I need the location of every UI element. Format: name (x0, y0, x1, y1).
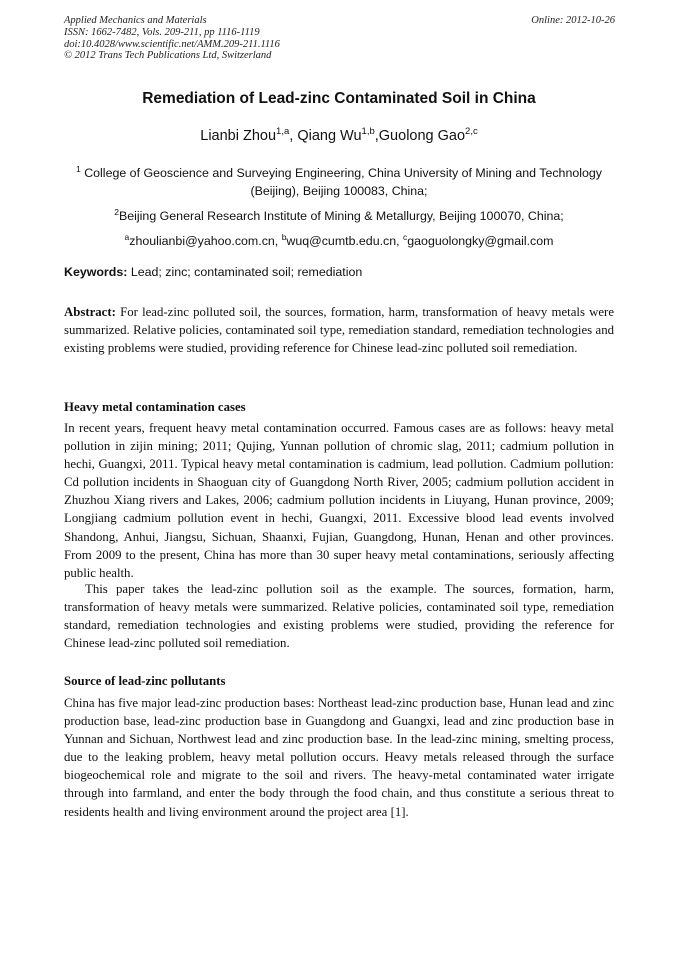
keywords-text: Lead; zinc; contaminated soil; remediation (130, 265, 363, 279)
email-address[interactable]: wuq@cumtb.edu.cn (286, 234, 397, 249)
affiliation-2 (64, 203, 614, 225)
section-heading: Heavy metal contamination cases (64, 400, 246, 414)
affiliation-text: Beijing General Research Institute of Mining & Metallurgy, Beijing 100070, China; (119, 209, 564, 224)
author-name: Lianbi Zhou (200, 127, 277, 144)
keywords (64, 265, 614, 279)
author-sep: , (289, 127, 298, 144)
author-sep: , (374, 127, 379, 144)
email-sup: a (124, 232, 130, 242)
affiliation-sup: 2 (114, 207, 120, 217)
author-list (0, 126, 678, 144)
doi-line: doi:10.4028/www.scientific.net/AMM.209-211.1116 (64, 38, 280, 50)
email-sup: c (403, 232, 408, 242)
affiliation-1 (64, 160, 614, 200)
author-name: Guolong Gao (378, 127, 466, 144)
body-paragraph: In recent years, frequent heavy metal contamination occurred. Famous cases are as follows: heavy metal pollution in zijin mining; 2011; Qujing, Yunnan pollution of chromic slag, 2011; cadmium pollution in hechi, Guangxi, 2011. Typical heavy metal contamination is cadmium, lead pollution. Cadmium pollution: Cd pollution incidents in Shaoguan city of Guangdong North River, 2005; cadmium pollution accident in Zhuzhou Xiang rivers and Lakes, 2006; cadmium pollution incidents in Liuyang, Hunan province, 2009; Longjiang cadmium pollution event in hechi, Guangxi, 2011. Excessive blood lead events involved Shandong, Anhui, Jiangsu, Sichuan, Shaanxi, Fujian, Guangdong, Hunan, Henan and other provinces. From 2009 to the present, China has more than 30 super heavy metal contaminations, seriously affecting public health. (64, 421, 614, 580)
copyright-line: © 2012 Trans Tech Publications Ltd, Switzerland (64, 50, 272, 62)
email-address[interactable]: zhoulianbi@yahoo.com.cn (129, 234, 275, 249)
body-paragraph: China has five major lead-zinc production bases: Northeast lead-zinc production base, Hunan lead and zinc production base, lead-zinc production base in Guangdong and Guangxi, lead and zinc production base in Yunnan and Sichuan, Northwest lead and zinc production base. In the lead-zinc mining, smelting process, due to the leaking problem, heavy metal pollution occurs. Heavy metals released through the surface biogeochemical role and migrate to the soil and rivers. The heavy-metal contaminated water irrigate through into farmland, and enter the body through the food chain, and thus constitute a serious threat to residents health and living environment around the project area [1]. (64, 696, 614, 819)
online-date: Online: 2012-10-26 (531, 15, 615, 26)
author-sup: 1,b (361, 126, 375, 137)
email-sup: b (281, 232, 287, 242)
section-heading: Source of lead-zinc pollutants (64, 674, 226, 688)
paper-title: Remediation of Lead-zinc Contaminated Soil in China (142, 90, 536, 107)
affiliation-text: College of Geoscience and Surveying Engineering, China University of Mining and Technology (Beijing), Beijing 100083, China; (84, 166, 602, 199)
abstract (64, 303, 614, 357)
issn-line: ISSN: 1662-7482, Vols. 209-211, pp 1116-1119 (64, 26, 260, 38)
email-sep: , (396, 234, 404, 249)
body-paragraph: This paper takes the lead-zinc pollution soil as the example. The sources, formation, harm, transformation of heavy metals were summarized. Relative policies, contaminated soil type, remediation standard, remediation technologies and existing problems were studied, providing the reference for Chinese lead-zinc polluted soil remediation. (64, 582, 614, 651)
journal-header (64, 15, 484, 62)
author-name: Qiang Wu (297, 127, 362, 144)
email-list (64, 228, 614, 250)
email-address[interactable]: gaoguolongky@gmail.com (407, 234, 554, 249)
author-sup: 2,c (465, 126, 478, 137)
journal-name: Applied Mechanics and Materials (64, 15, 207, 26)
email-sep: , (274, 234, 282, 249)
keywords-label: Keywords: (64, 265, 128, 279)
abstract-text: For lead-zinc polluted soil, the sources, formation, harm, transformation of heavy metals were summarized. Relative policies, contaminated soil type, remediation standard, remediation technologies and existing problems were studied, providing reference for Chinese lead-zinc polluted soil remediation. (64, 305, 614, 356)
author-sup: 1,a (276, 126, 290, 137)
affiliation-sup: 1 (76, 164, 81, 174)
abstract-label: Abstract: (64, 305, 116, 319)
